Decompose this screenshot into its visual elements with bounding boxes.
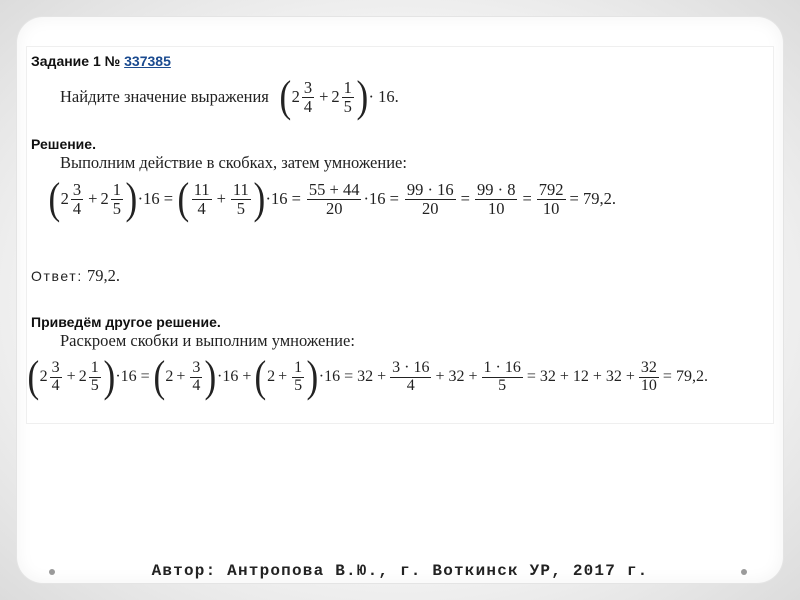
answer-value: 79,2. [86,266,120,285]
mixed-whole: 2 [291,87,300,106]
alt-solution-intro: Раскроем скобки и выполним умножение: [60,331,355,350]
solution-intro: Выполним действие в скобках, затем умножение: [60,153,407,172]
answer-label: Ответ: [31,268,83,284]
task-heading [31,53,171,69]
task-prompt: Найдите значение выражения [60,87,269,106]
fraction: $\frac{1}{5}$ [343,78,352,116]
alt-solution-equation: ( 2 $\frac{3}{4}$ + 2 $\frac{1}{5}$ ) ·16 = ( 2 + $\frac{3}{4}$ ) ·16 + ( 2 + $\frac{1}{5}$ ) ·16 = 32 + $\frac{3 \cdot 16}{4}$ + 32 + $\frac{1 \cdot 16}{5}$ = 32 + 12 + 32 + $\frac{32}{10}$ = 79,2. [27,352,708,401]
mixed-whole: 2 [331,87,340,106]
fraction: $\frac{3}{4}$ [303,78,313,116]
footer-author: Автор: Антропова В.Ю., г. Воткинск УР, 2017 г. [151,562,649,580]
solution-heading: Решение. [31,136,96,152]
close-paren: ) [356,72,369,121]
alt-solution-heading: Приведём другое решение. [31,314,221,330]
answer-line [31,266,120,286]
open-paren: ( [279,72,292,121]
task-panel [27,47,773,423]
task-heading-text: Задание 1 № [31,53,121,69]
task-prompt-line: Найдите значение выражения ( 2 $\frac{3}{4}$ + 2 $\frac{1}{5}$ ) · 16. [60,72,399,121]
bullet-dot-right [741,569,747,575]
task-tail: · 16. [368,87,399,106]
solution-equation: ( 2 $\frac{3}{4}$ + 2 $\frac{1}{5}$ ) ·16 = ( $\frac{11}{4}$ + $\frac{11}{5}$ ) ·16 = $\frac{55 + 44}{20}$ ·16 = $\frac{99 \cdot 16}{20}$ = $\frac{99 \cdot 8}{10}$ = $\frac{792}{10}$ = 79,2. [48,174,616,223]
task-number-link[interactable]: 337385 [124,53,171,69]
